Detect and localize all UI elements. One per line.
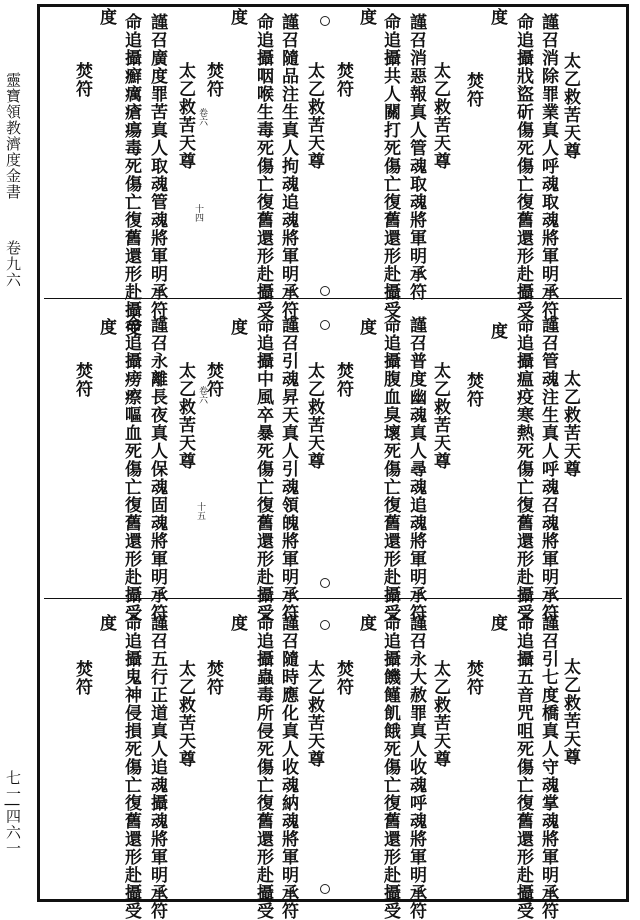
burn-talisman: 焚符 <box>203 62 223 98</box>
deity-name: 太乙救苦天尊 <box>560 52 580 160</box>
burn-talisman: 焚符 <box>203 660 223 696</box>
command-line: 命追攝瘟疫寒熱死傷亡復舊還形赴攝受 <box>513 316 533 622</box>
marginal-note: 卷六 <box>197 108 207 126</box>
punctuation-circle <box>320 16 330 26</box>
deliver-mark: 度 <box>356 8 376 26</box>
volume-number: 卷九六 <box>4 240 22 288</box>
deity-name: 太乙救苦天尊 <box>175 660 195 768</box>
command-line: 命追攝咽喉生毒死傷亡復舊還形赴攝受 <box>253 13 273 319</box>
deity-name: 太乙救苦天尊 <box>560 658 580 766</box>
burn-talisman: 焚符 <box>463 72 483 108</box>
deliver-mark: 度 <box>96 318 116 336</box>
deity-name: 太乙救苦天尊 <box>175 62 195 170</box>
command-line: 命追攝五音咒咀死傷亡復舊還形赴攝受 <box>513 614 533 920</box>
summon-line: 謹召普度幽魂真人尋魂追魂將軍明承符 <box>406 316 426 622</box>
deliver-mark: 度 <box>487 8 507 26</box>
summon-line: 謹召永離長夜真人保魂固魂將軍明承符 <box>147 316 167 622</box>
burn-talisman: 焚符 <box>72 362 92 398</box>
burn-talisman: 焚符 <box>333 362 353 398</box>
deity-name: 太乙救苦天尊 <box>430 62 450 170</box>
command-line: 命追攝痨瘵嘔血死傷亡復舊還形赴攝受 <box>121 316 141 622</box>
deity-name: 太乙救苦天尊 <box>304 62 324 170</box>
deliver-mark: 度 <box>227 8 247 26</box>
deity-name: 太乙救苦天尊 <box>304 660 324 768</box>
marginal-note: 十四 <box>193 204 203 222</box>
deliver-mark: 度 <box>96 8 116 26</box>
deliver-mark: 度 <box>356 318 376 336</box>
punctuation-circle <box>320 578 330 588</box>
burn-talisman: 焚符 <box>203 362 223 398</box>
command-line: 命追攝中風卒暴死傷亡復舊還形赴攝受 <box>253 316 273 622</box>
command-line: 命追攝饑饉飢餓死傷亡復舊還形赴攝受 <box>380 614 400 920</box>
summon-line: 謹召隨品注生真人拘魂追魂將軍明承符 <box>278 13 298 319</box>
deliver-mark: 度 <box>356 614 376 632</box>
burn-talisman: 焚符 <box>463 372 483 408</box>
deliver-mark: 度 <box>487 614 507 632</box>
summon-line: 謹召引七度橋真人守魂掌魂將軍明承符 <box>538 614 558 920</box>
page-number: 七一|四六一 <box>4 770 22 857</box>
marginal-note: 卷六 <box>197 386 207 404</box>
burn-talisman: 焚符 <box>72 660 92 696</box>
command-line: 命追攝鬼神侵損死傷亡復舊還形赴攝受 <box>121 614 141 920</box>
burn-talisman: 焚符 <box>333 660 353 696</box>
deity-name: 太乙救苦天尊 <box>430 660 450 768</box>
summon-line: 謹召引魂昇天真人引魂領魄將軍明承符 <box>278 316 298 622</box>
punctuation-circle <box>320 620 330 630</box>
summon-line: 謹召永大赦罪真人收魂呼魂將軍明承符 <box>406 614 426 920</box>
summon-line: 謹召消除罪業真人呼魂取魂將軍明承符 <box>538 13 558 319</box>
deity-name: 太乙救苦天尊 <box>560 370 580 478</box>
summon-line: 謹召管魂注生真人呼魂召魂將軍明承符 <box>538 316 558 622</box>
punctuation-circle <box>320 286 330 296</box>
deliver-mark: 度 <box>487 322 507 340</box>
summon-line: 謹召隨時應化真人收魂納魂將軍明承符 <box>278 614 298 920</box>
command-line: 命追攝蟲毒所侵死傷亡復舊還形赴攝受 <box>253 614 273 920</box>
marginal-note: 十五 <box>195 502 205 520</box>
deliver-mark: 度 <box>227 614 247 632</box>
deliver-mark: 度 <box>96 614 116 632</box>
summon-line: 謹召消惡報真人管魂取魂將軍明承符 <box>406 13 426 301</box>
command-line: 命追攝癬癘瘡瘍毒死傷亡復舊還形赴攝受 <box>121 13 141 337</box>
punctuation-circle <box>320 320 330 330</box>
deity-name: 太乙救苦天尊 <box>175 362 195 470</box>
punctuation-circle <box>320 884 330 894</box>
deliver-mark: 度 <box>227 318 247 336</box>
summon-line: 謹召廣度罪苦真人取魂管魂將軍明承符 <box>147 13 167 319</box>
summon-line: 謹召五行正道真人追魂攝魂將軍明承符 <box>147 614 167 920</box>
book-title: 靈寶領教濟度金書 <box>4 72 22 200</box>
command-line: 命追攝共人關打死傷亡復舊還形赴攝受 <box>380 13 400 319</box>
command-line: 命追攝腹血臭壞死傷亡復舊還形赴攝受 <box>380 316 400 622</box>
burn-talisman: 焚符 <box>333 62 353 98</box>
burn-talisman: 焚符 <box>463 660 483 696</box>
command-line: 命追攝戕盜斫傷死傷亡復舊還形赴攝受 <box>513 13 533 319</box>
burn-talisman: 焚符 <box>72 62 92 98</box>
deity-name: 太乙救苦天尊 <box>430 362 450 470</box>
deity-name: 太乙救苦天尊 <box>304 362 324 470</box>
